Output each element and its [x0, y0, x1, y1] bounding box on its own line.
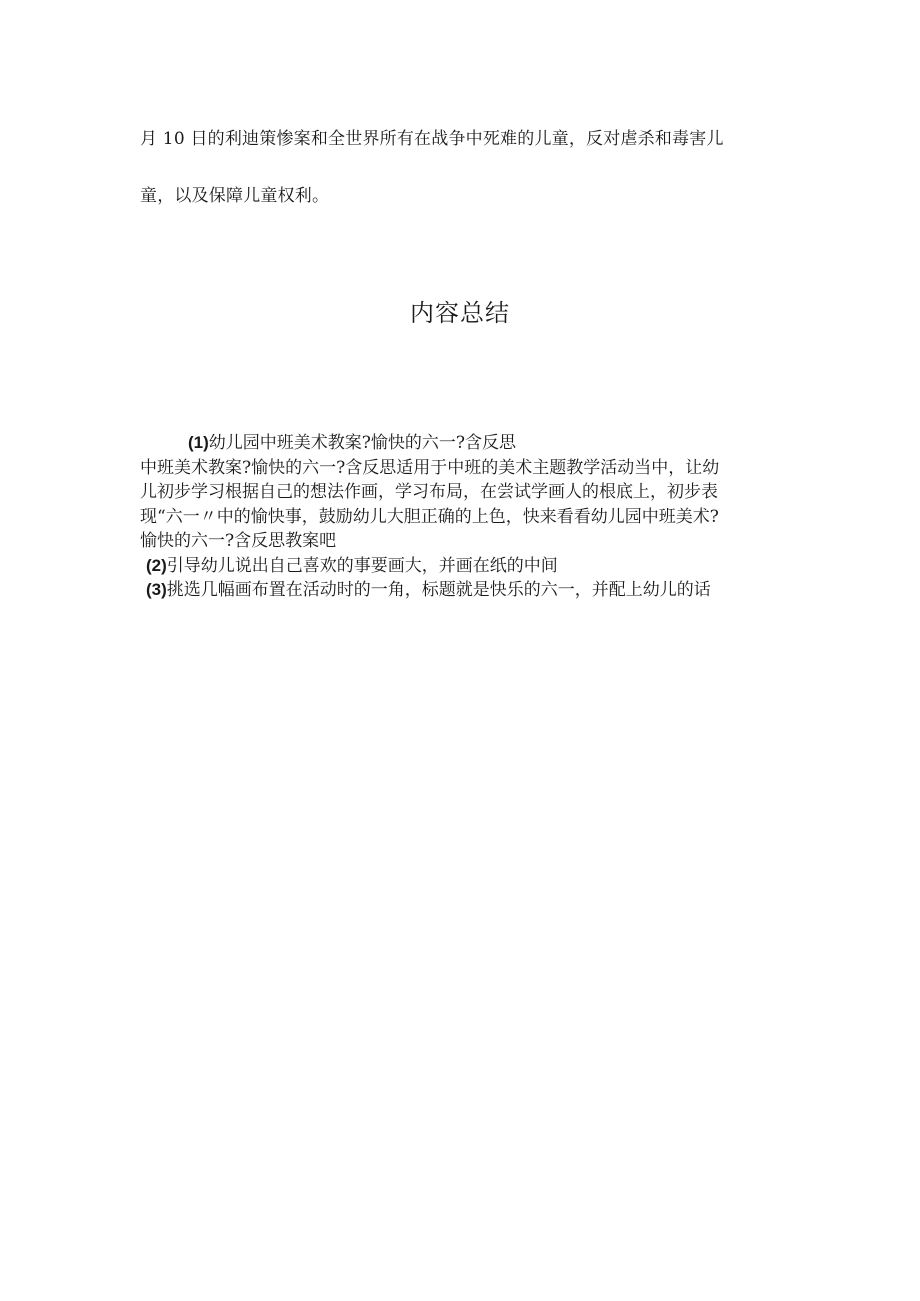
- summary-item-1-title: 幼儿园中班美术教案?愉快的六一?含反思: [208, 433, 517, 453]
- summary-item-3: [140, 578, 780, 603]
- intro-line-2: 童，以及保障儿童权利。: [140, 186, 330, 206]
- summary-item-1-body-line-4: 愉快的六一?含反思教案吧: [140, 531, 337, 551]
- summary-item-3-number: (3): [146, 580, 167, 599]
- summary-item-3-text: 挑选几幅画布置在活动时的一角，标题就是快乐的六一，并配上幼儿的话: [166, 580, 711, 600]
- summary-item-2-number: (2): [146, 555, 167, 575]
- summary-item-1-body-line-1: 中班美术教案?愉快的六一?含反思适用于中班的美术主题教学活动当中，让幼: [140, 457, 720, 478]
- summary-item-1-heading: [140, 431, 780, 456]
- section-title: 内容总结: [410, 299, 510, 327]
- summary-item-1-body-line-2: 儿初步学习根据自己的想法作画，学习布局，在尝试学画人的根底上，初步表: [140, 482, 718, 502]
- summary-item-1-body-line-3: 现“六一〃中的愉快事，鼓励幼儿大胆正确的上色，快来看看幼儿园中班美术?: [140, 506, 719, 527]
- intro-line-1: 月 10 日的利迪策惨案和全世界所有在战争中死难的儿童，反对虐杀和毒害儿: [140, 129, 724, 149]
- summary-item-1-number: (1): [188, 433, 209, 452]
- summary-item-2-text: 引导幼儿说出自己喜欢的事要画大，并画在纸的中间: [166, 555, 558, 576]
- summary-item-2: [140, 554, 780, 579]
- summary-list: [140, 431, 780, 603]
